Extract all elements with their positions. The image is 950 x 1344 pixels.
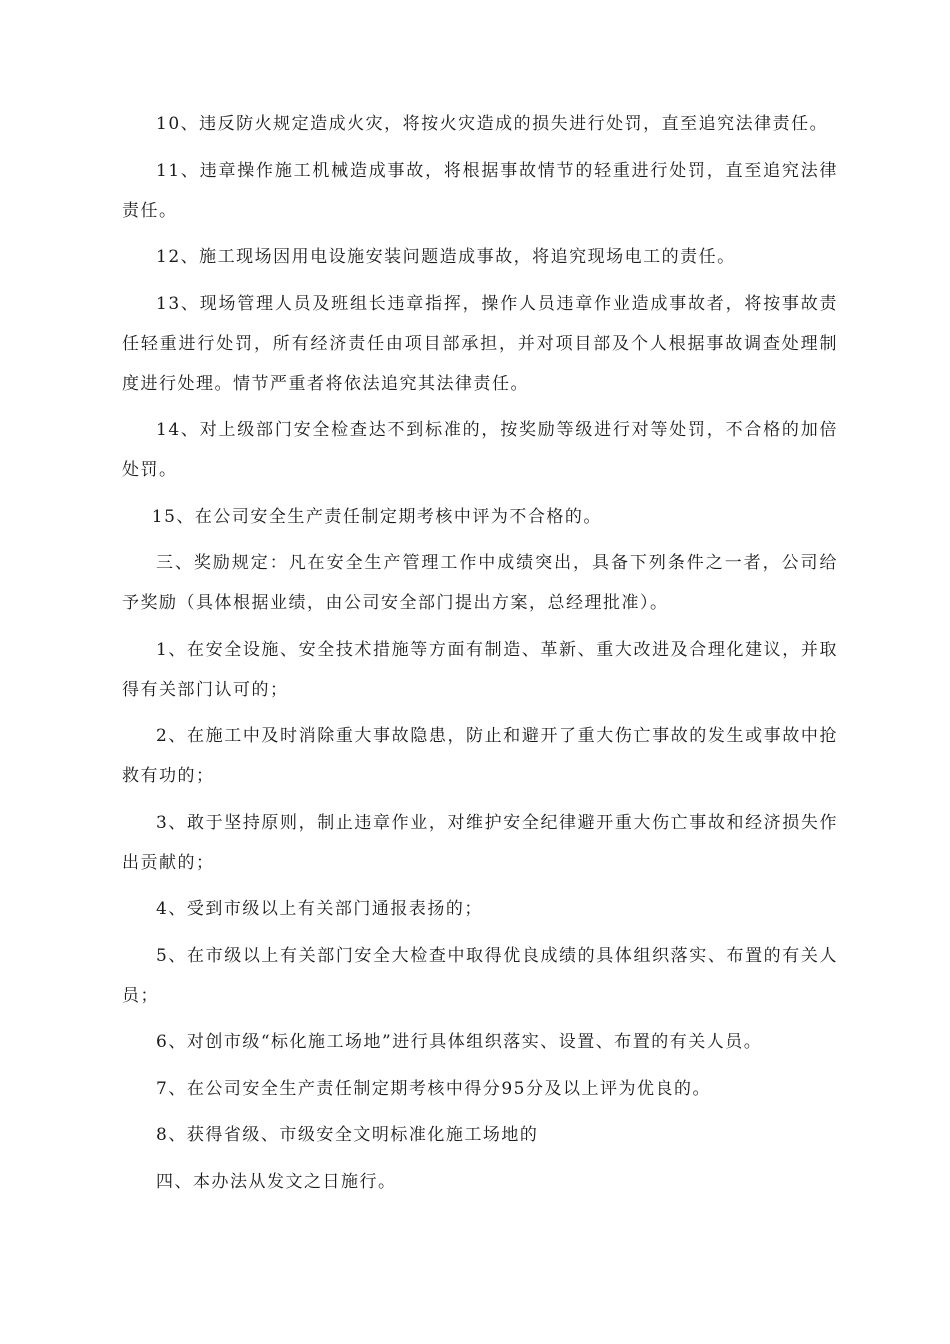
reward-item-4: 4、受到市级以上有关部门通报表扬的； <box>156 899 483 919</box>
paragraph-item-14: 14、对上级部门安全检查达不到标准的，按奖励等级进行对等处罚，不合格的加倍处罚。 <box>122 420 838 480</box>
reward-item-8: 8、获得省级、市级安全文明标准化施工场地的 <box>156 1125 539 1145</box>
reward-item-3: 3、敢于坚持原则，制止违章作业，对维护安全纪律避开重大伤亡事故和经济损失作出贡献的； <box>122 812 838 873</box>
reward-item-7: 7、在公司安全生产责任制定期考核中得分95分及以上评为优良的。 <box>156 1078 711 1099</box>
section-heading-rewards: 三、奖励规定：凡在安全生产管理工作中成绩突出，具备下列条件之一者，公司给予奖励（具体根据业绩，由公司安全部门提出方案，总经理批准）。 <box>122 553 838 613</box>
reward-item-2: 2、在施工中及时消除重大事故隐患，防止和避开了重大伤亡事故的发生或事故中抢救有功的； <box>122 726 838 786</box>
paragraph-item-15: 15、在公司安全生产责任制定期考核中评为不合格的。 <box>151 506 602 527</box>
reward-item-1: 1、在安全设施、安全技术措施等方面有制造、革新、重大改进及合理化建议，并取得有关部门认可的； <box>122 639 838 700</box>
document-body <box>122 104 838 1208</box>
paragraph-item-12: 12、施工现场因用电设施安装问题造成事故，将追究现场电工的责任。 <box>156 247 736 267</box>
section-heading-effective-date: 四、本办法从发文之日施行。 <box>156 1171 397 1192</box>
paragraph-item-11: 11、违章操作施工机械造成事故，将根据事故情节的轻重进行处罚，直至追究法律责任。 <box>122 160 838 221</box>
paragraph-item-10: 10、违反防火规定造成火灾，将按火灾造成的损失进行处罚，直至追究法律责任。 <box>156 114 829 134</box>
reward-item-6: 6、对创市级“标化施工场地”进行具体组织落实、设置、布置的有关人员。 <box>156 1032 763 1052</box>
paragraph-item-13: 13、现场管理人员及班组长违章指挥，操作人员违章作业造成事故者，将按事故责任轻重进行处罚，所有经济责任由项目部承担，并对项目部及个人根据事故调查处理制度进行处理。情节严重者将依法追究其法律责任。 <box>122 293 838 394</box>
reward-item-5: 5、在市级以上有关部门安全大检查中取得优良成绩的具体组织落实、布置的有关人员； <box>122 945 838 1006</box>
